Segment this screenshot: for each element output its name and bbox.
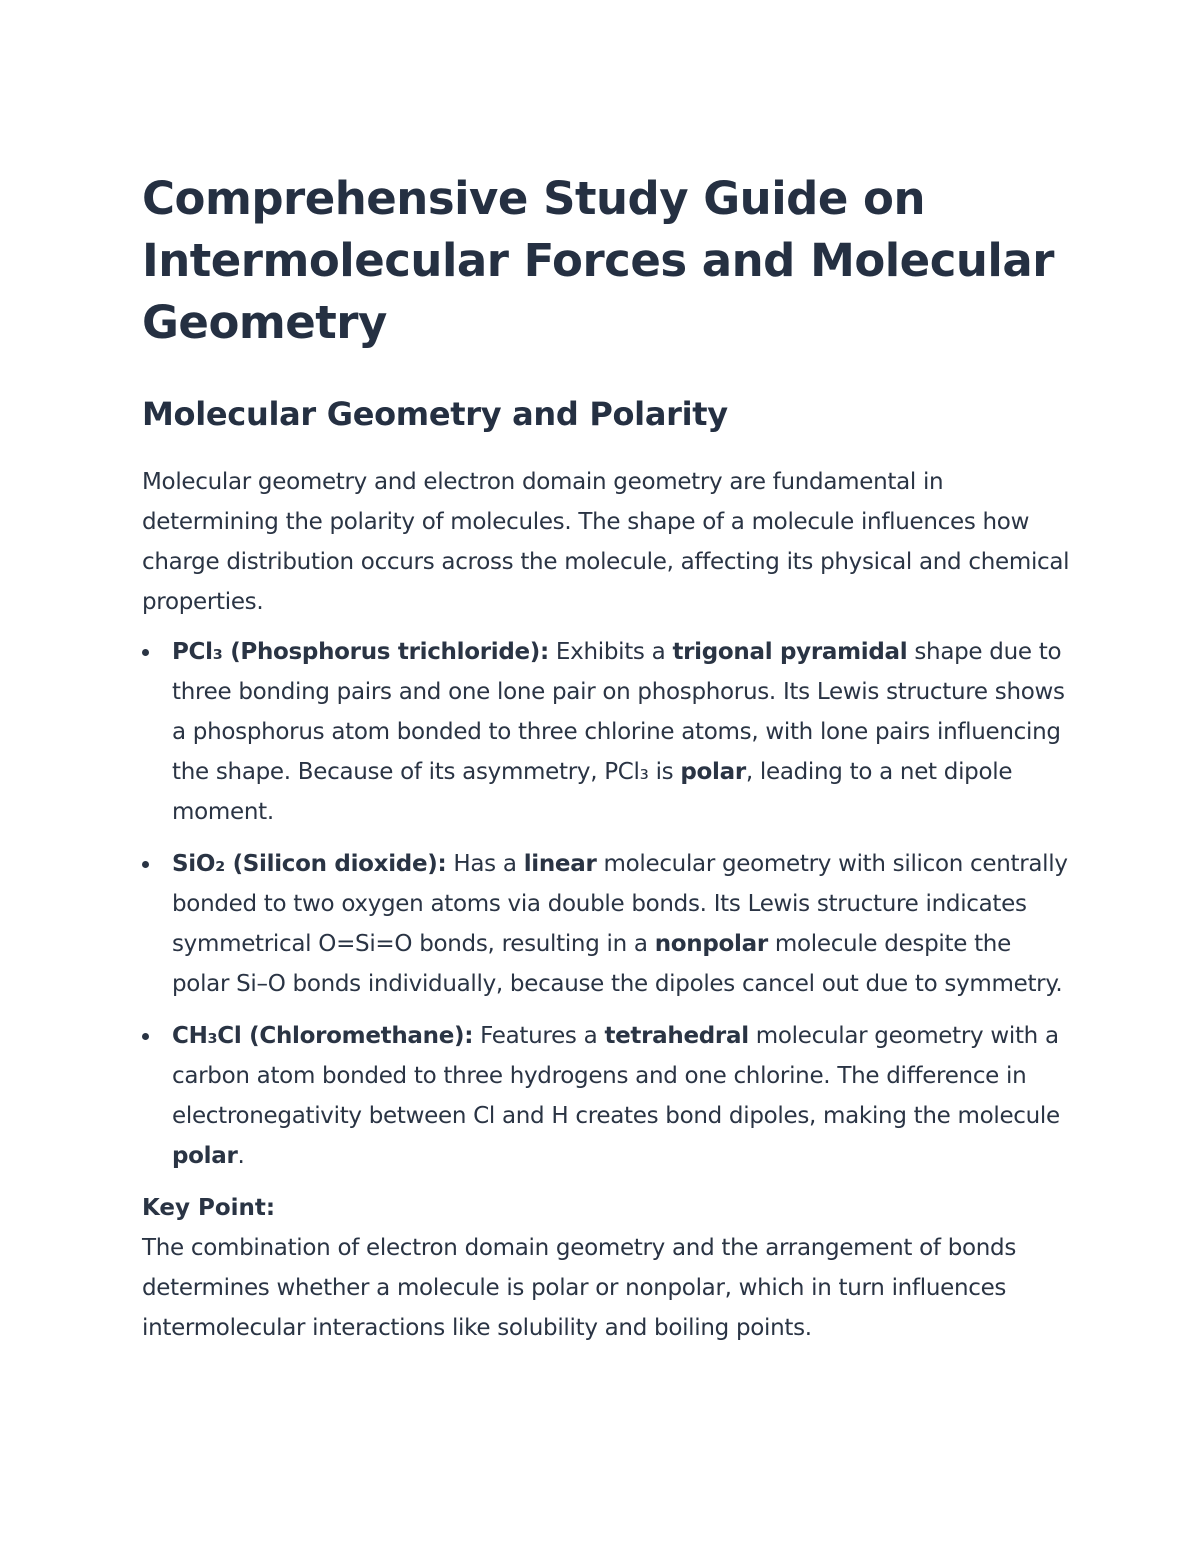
item-text: molecule despite the polar Si–O bonds individually, because the dipoles cancel out due to symmetry.: [172, 931, 1063, 997]
item-text: Has a: [446, 851, 524, 877]
item-text: Exhibits a: [548, 639, 673, 665]
list-item-pcl3: [142, 632, 1072, 832]
list-item-sio2: [142, 844, 1072, 1004]
molecule-list: [142, 632, 1072, 1176]
section-heading: Molecular Geometry and Polarity: [142, 395, 728, 433]
item-term: CH₃Cl (Chloromethane):: [172, 1023, 474, 1049]
item-text: , leading to a net dipole moment.: [172, 759, 1013, 825]
bullet-icon: [142, 1033, 149, 1040]
intro-paragraph: Molecular geometry and electron domain geometry are fundamental in determining the polarity of molecules. The shape of a molecule influences how charge distribution occurs across the molecule, affecting its physical and chemical properties.: [142, 469, 1070, 615]
item-emphasis: tetrahedral: [604, 1023, 749, 1049]
item-emphasis: linear: [523, 851, 597, 877]
bullet-icon: [142, 649, 149, 656]
page-title: Comprehensive Study Guide on Intermolecular Forces and Molecular Geometry: [142, 172, 1054, 349]
list-item-ch3cl: [142, 1016, 1072, 1176]
bullet-icon: [142, 861, 149, 868]
item-emphasis: polar: [172, 1143, 238, 1169]
document-page: [142, 168, 1072, 1348]
item-emphasis: nonpolar: [654, 931, 768, 957]
item-text: shape due to three bonding pairs and one lone pair on phosphorus. Its Lewis structure shows a phosphorus atom bonded to three chlorine atoms, with lone pairs influencing the shape. Because of its asymmetry, PCl₃ is: [172, 639, 1065, 785]
item-text: .: [237, 1143, 245, 1169]
item-emphasis: trigonal pyramidal: [672, 639, 908, 665]
item-text: molecular geometry with a carbon atom bonded to three hydrogens and one chlorine. The difference in electronegativity between Cl and H creates bond dipoles, making the molecule: [172, 1023, 1060, 1129]
item-text: molecular geometry with silicon centrally bonded to two oxygen atoms via double bonds. Its Lewis structure indicates symmetrical O=Si=O bonds, resulting in a: [172, 851, 1068, 957]
item-emphasis: polar: [680, 759, 746, 785]
item-term: SiO₂ (Silicon dioxide):: [172, 851, 447, 877]
key-point-label: Key Point:: [142, 1195, 276, 1221]
item-term: PCl₃ (Phosphorus trichloride):: [172, 639, 549, 665]
item-text: Features a: [473, 1023, 605, 1049]
key-point-text: The combination of electron domain geometry and the arrangement of bonds determines whether a molecule is polar or nonpolar, which in turn influences intermolecular interactions like solubility and boiling points.: [142, 1235, 1017, 1341]
